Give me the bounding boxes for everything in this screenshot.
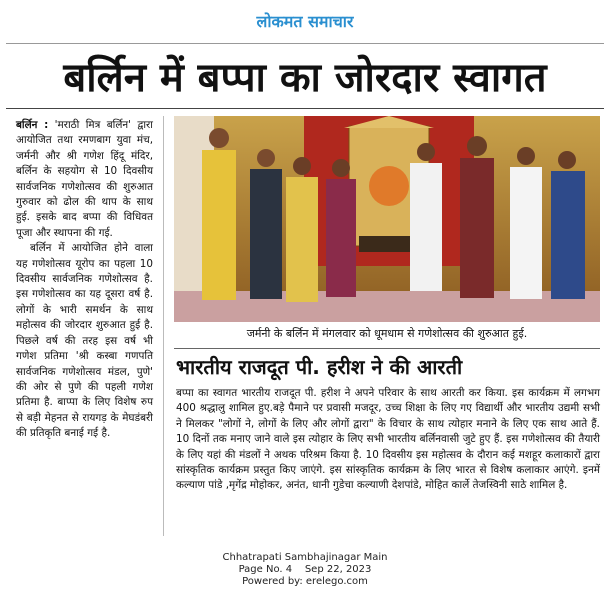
left-para-1 xyxy=(16,118,153,241)
photo-caption: जर्मनी के बर्लिन में मंगलवार को धूमधाम से गणेशोत्सव की शुरुआत हुई. xyxy=(246,327,528,340)
page-date-label: Page No. 4 Sep 22, 2023 xyxy=(238,564,372,575)
edition-label: Chhatrapati Sambhajinagar Main xyxy=(222,552,388,563)
left-para-1-text: 'मराठी मित्र बर्लिन' द्वारा आयोजित तथा रमणबाग युवा मंच, जर्मनी और श्री गणेश हिंदू मंदिर, बर्लिन के सहयोग से 10 दिवसीय सार्वजनिक गणेशोत्सव की शुरुआत गुरुवार को ढोल की थाप के साथ हुई. इसके बाद बप्पा की विधिवत पूजा और स्थापना की गई. xyxy=(16,119,153,239)
newspaper-masthead: लोकमत समाचार xyxy=(256,12,354,31)
page-footer xyxy=(0,552,610,588)
caption-divider xyxy=(174,348,600,349)
left-column-text xyxy=(16,118,153,442)
powered-by-label: Powered by: erelego.com xyxy=(242,576,368,587)
event-photo xyxy=(174,116,600,322)
masthead-divider xyxy=(6,43,604,44)
article-subhead: भारतीय राजदूत पी. हरीश ने की आरती xyxy=(176,355,463,379)
headline-divider xyxy=(6,108,604,109)
article-body: बप्पा का स्वागत भारतीय राजदूत पी. हरीश ने अपने परिवार के साथ आरती कर किया. इस कार्यक्रम में लगभग 400 श्रद्धालु शामिल हुए.बड़े पैमाने पर प्रवासी मजदूर, उच्च शिक्षा के लिए गए विद्यार्थी और भारतीय उद्यमी सभी ने मिलकर "लोगों ने, लोगों के लिए और लोगों द्वारा" के विचार के साथ त्योहार मनाने के लिए एक साथ आते हैं. 10 दिनों तक मनाए जाने वाले इस त्योहार के लिए सभी भारतीय बर्लिनवासी जुटे हुए हैं. इस गणेशोत्सव की तैयारी के लिए यहां की मंडलों ने अथक परिश्रम किया है. 10 दिवसीय इस महोत्सव के दौरान कई मशहूर कलाकारों द्वारा सांस्कृतिक कार्यक्रम प्रस्तुत किए जाएंगे. इस सांस्कृतिक कार्यक्रम के लिए भारत से विशेष कलाकार आएंगे. इनमें कल्याण पांडे ,मृगेंद्र मोहोकर, अनंत, धानी गुडेचा कल्याणी देशपांडे, मोहित कार्ले तेजस्विनी साठे शामिल है. xyxy=(176,387,600,492)
photo-illustration xyxy=(174,116,600,322)
left-para-2: बर्लिन में आयोजित होने वाला यह गणेशोत्सव यूरोप का पहला 10 दिवसीय सार्वजनिक गणेशोत्सव है. इस गणेशोत्सव का यह दूसरा वर्ष है. लोगों के भारी समर्थन के साथ महोत्सव की जोरदार शुरुआत हुई है. पिछले वर्ष की तरह इस वर्ष भी गणेश प्रतिमा 'श्री कस्बा गणपति सार्वजनिक गणेशोत्सव मंडल, पुणे' की ओर से पुणे की पहली गणेश प्रतिमा है. बाप्पा के लिए विशेष रुप से बड़ी मेहनत से रायगड़ के मेघडंबरी की प्रतिकृति बनाई गई है. xyxy=(16,242,153,440)
article-headline: बर्लिन में बप्पा का जोरदार स्वागत xyxy=(63,55,547,101)
dateline: बर्लिन : xyxy=(16,119,49,131)
column-divider xyxy=(163,116,164,536)
